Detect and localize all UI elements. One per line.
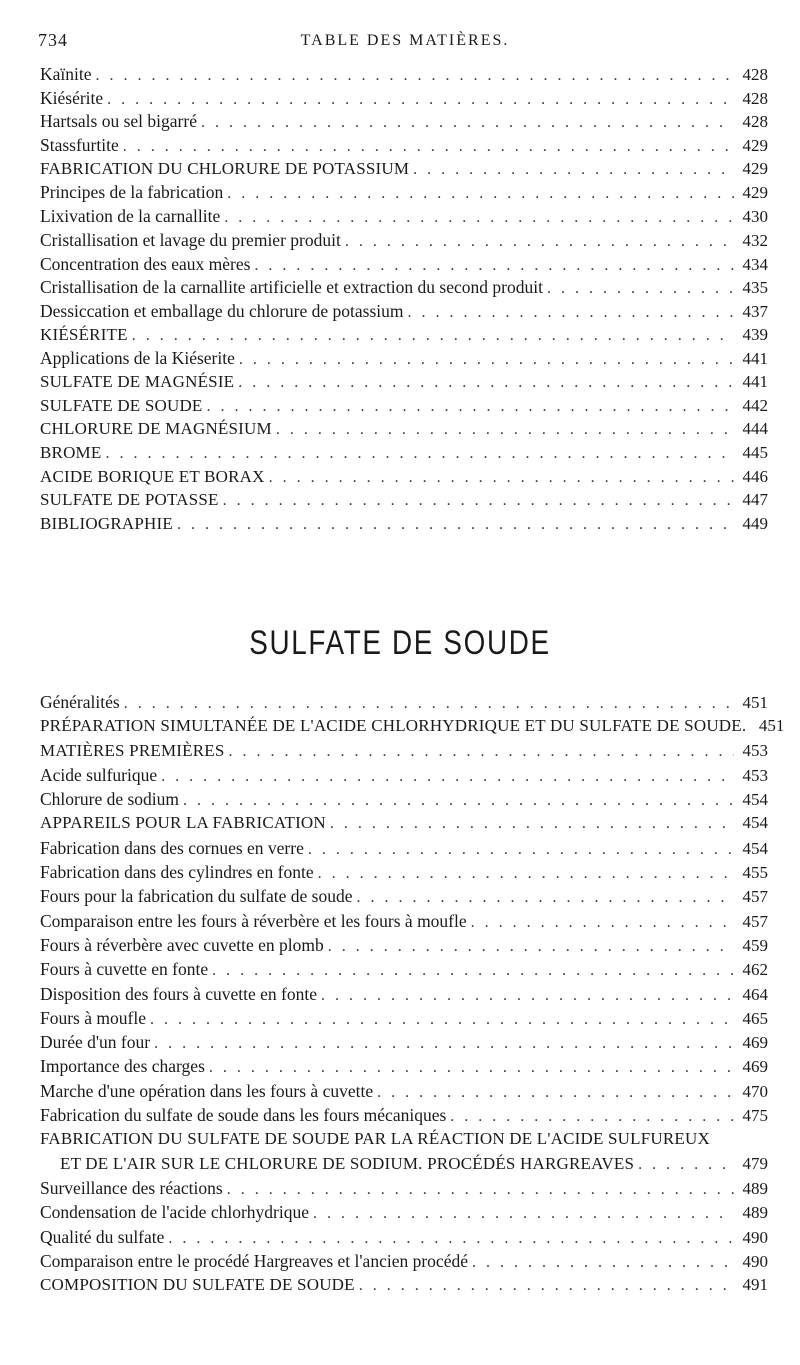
dot-leader (201, 114, 734, 132)
toc-entry (40, 1251, 768, 1275)
dot-leader (107, 91, 734, 109)
toc-entry-page: 451 (742, 693, 768, 712)
page-number: 734 (38, 30, 68, 50)
toc-entry-label: Fours à cuvette en fonte (40, 959, 209, 980)
toc-entry (40, 514, 768, 538)
toc-entry (40, 301, 768, 325)
dot-leader (227, 1181, 734, 1199)
dot-leader (359, 1277, 734, 1295)
dot-leader (330, 815, 734, 833)
toc-entry-page: 432 (742, 230, 768, 250)
toc-entry (40, 230, 768, 254)
dot-leader (239, 351, 734, 369)
dot-leader (228, 743, 734, 761)
dot-leader (308, 841, 734, 859)
toc-entry-label: MATIÈRES PREMIÈRES (40, 740, 225, 760)
toc-entry (40, 277, 768, 301)
toc-entry (40, 372, 768, 396)
page-header (38, 30, 772, 54)
toc-entry (40, 984, 768, 1008)
toc-entry (40, 1056, 768, 1080)
dot-leader (105, 445, 734, 463)
toc-entry-label: Acide sulfurique (40, 764, 158, 785)
toc-entry (40, 1227, 768, 1251)
toc-entry-page: 451 (758, 716, 785, 736)
toc-entry (40, 789, 768, 813)
toc-entry (40, 159, 768, 183)
dot-leader (345, 233, 734, 251)
toc-entry-page: 447 (742, 490, 768, 510)
dot-leader (212, 962, 734, 980)
dot-leader (313, 1205, 734, 1223)
dot-leader (276, 421, 734, 439)
toc-entry-page: 441 (742, 371, 768, 391)
toc-entry-page: 464 (742, 984, 768, 1004)
dot-leader (209, 1059, 734, 1077)
toc-entry-page: 454 (742, 838, 768, 858)
toc-entry-page: 429 (742, 183, 768, 203)
toc-entry-label: SULFATE DE MAGNÉSIE (40, 371, 235, 391)
toc-entry-label: Lixivation de la carnallite (40, 206, 221, 227)
toc-entry-page: 489 (742, 1178, 768, 1198)
section-title: SULFATE DE SOUDE (249, 624, 551, 662)
toc-entry-page: 454 (742, 790, 768, 810)
toc-entry-label: Qualité du sulfate (40, 1226, 165, 1247)
toc-entry (40, 348, 768, 372)
toc-entry-label: Applications de la Kiéserite (40, 348, 235, 369)
toc-entry (40, 1081, 768, 1105)
toc-entry-page: 491 (742, 1275, 768, 1295)
toc-entry-label: Disposition des fours à cuvette en fonte (40, 983, 318, 1004)
toc-entry-page: 490 (742, 1251, 768, 1271)
toc-entry-page: 428 (742, 65, 768, 84)
toc-entry (40, 692, 768, 716)
toc-list-top (40, 64, 768, 538)
toc-entry-label: Kiésérite (40, 87, 104, 108)
toc-entry-label: Cristallisation et lavage du premier produit (40, 229, 341, 250)
dot-leader (638, 1156, 734, 1174)
toc-entry (40, 490, 768, 514)
toc-entry-page: 469 (742, 1057, 768, 1077)
toc-entry (40, 935, 768, 959)
toc-entry-label: Fours pour la fabrication du sulfate de soude (40, 886, 353, 907)
toc-entry-label: Importance des charges (40, 1056, 205, 1077)
toc-entry (40, 765, 768, 789)
toc-entry-label: PRÉPARATION SIMULTANÉE DE L'ACIDE CHLORHYDRIQUE ET DU SULFATE DE SOUDE. (40, 716, 747, 736)
dot-leader (357, 889, 735, 907)
toc-entry-page: 465 (742, 1008, 768, 1028)
toc-entry-page: 459 (742, 935, 768, 955)
toc-entry-page: 457 (742, 887, 768, 907)
toc-entry-label: Comparaison entre les fours à réverbère et les fours à moufle (40, 910, 467, 931)
dot-leader (183, 792, 734, 810)
toc-entry-page: 441 (742, 349, 768, 369)
toc-entry (40, 741, 768, 765)
dot-leader (224, 209, 734, 227)
toc-entry-label: Durée d'un four (40, 1032, 151, 1053)
toc-entry-page: 454 (742, 813, 768, 833)
toc-entry-page: 489 (742, 1203, 768, 1223)
toc-entry-label: CHLORURE DE MAGNÉSIUM (40, 419, 272, 439)
dot-leader (254, 257, 734, 275)
toc-entry-page: 442 (742, 395, 768, 415)
toc-entry (40, 325, 768, 349)
toc-entry-label: Surveillance des réactions (40, 1177, 223, 1198)
toc-entry-label: Fabrication dans des cornues en verre (40, 837, 304, 858)
toc-entry (40, 135, 768, 159)
dot-leader (238, 374, 734, 392)
toc-entry-page: 437 (742, 301, 768, 321)
toc-entry-label: Stassfurtite (40, 135, 119, 156)
toc-entry-page: 445 (742, 443, 768, 462)
toc-entry (40, 1129, 768, 1153)
toc-entry (40, 1154, 768, 1178)
dot-leader (168, 1230, 734, 1248)
toc-entry (40, 396, 768, 420)
toc-entry-label: Kaïnite (40, 64, 92, 84)
dot-leader (269, 469, 734, 487)
dot-leader (154, 1035, 734, 1053)
toc-entry-label: Hartsals ou sel bigarré (40, 111, 197, 132)
toc-entry-page: 469 (742, 1033, 768, 1053)
dot-leader (177, 516, 734, 534)
toc-entry (40, 862, 768, 886)
toc-entry-page: 457 (742, 911, 768, 931)
toc-entry-page: 446 (742, 466, 768, 486)
toc-entry (40, 111, 768, 135)
toc-entry (40, 886, 768, 910)
toc-entry-label: APPAREILS POUR LA FABRICATION (40, 813, 326, 833)
toc-entry (40, 443, 768, 467)
dot-leader (318, 865, 734, 883)
dot-leader (223, 492, 734, 510)
dot-leader (161, 768, 734, 786)
toc-entry (40, 467, 768, 491)
toc-entry (40, 64, 768, 88)
toc-entry-label: Comparaison entre le procédé Hargreaves et l'ancien procédé (40, 1250, 468, 1271)
toc-entry-page: 479 (742, 1153, 768, 1173)
toc-entry-page: 453 (742, 740, 768, 760)
toc-entry (40, 1008, 768, 1032)
dot-leader (450, 1108, 734, 1126)
toc-entry-page: 475 (742, 1106, 768, 1126)
toc-entry-page: 429 (742, 158, 768, 178)
toc-entry-label: BROME (40, 443, 102, 462)
toc-entry-page: 449 (742, 514, 768, 534)
toc-entry-label: ACIDE BORIQUE ET BORAX (40, 466, 265, 486)
toc-entry (40, 1032, 768, 1056)
toc-entry-page: 470 (742, 1081, 768, 1101)
dot-leader (123, 138, 734, 156)
dot-leader (547, 280, 734, 298)
toc-entry-label: Chlorure de sodium (40, 789, 180, 810)
toc-entry-label: Généralités (40, 692, 120, 712)
toc-entry-label: Condensation de l'acide chlorhydrique (40, 1202, 309, 1223)
toc-entry-page: 435 (742, 278, 768, 298)
toc-entry-page: 429 (742, 136, 768, 156)
toc-entry-label: Marche d'une opération dans les fours à cuvette (40, 1080, 374, 1101)
toc-entry (40, 838, 768, 862)
toc-entry (40, 419, 768, 443)
dot-leader (413, 161, 734, 179)
toc-entry (40, 206, 768, 230)
toc-entry-label: Concentration des eaux mères (40, 253, 251, 274)
toc-entry-page: 439 (742, 324, 768, 344)
dot-leader (150, 1011, 734, 1029)
toc-entry-label: Fabrication dans des cylindres en fonte (40, 862, 314, 883)
toc-entry (40, 1178, 768, 1202)
toc-entry (40, 959, 768, 983)
dot-leader (207, 398, 734, 416)
toc-entry-label: Fours à moufle (40, 1007, 146, 1028)
toc-entry (40, 1105, 768, 1129)
toc-entry-page: 490 (742, 1227, 768, 1247)
toc-entry-label: FABRICATION DU SULFATE DE SOUDE PAR LA RÉACTION DE L'ACIDE SULFUREUX (40, 1129, 710, 1149)
toc-entry-label: FABRICATION DU CHLORURE DE POTASSIUM (40, 158, 410, 178)
toc-entry-label: Fours à réverbère avec cuvette en plomb (40, 934, 324, 955)
toc-entry-page: 444 (742, 419, 768, 439)
toc-entry (40, 716, 785, 740)
toc-entry-label: ET DE L'AIR SUR LE CHLORURE DE SODIUM. PROCÉDÉS HARGREAVES (60, 1153, 635, 1173)
toc-list-bottom (40, 692, 785, 1299)
toc-entry (40, 254, 768, 278)
toc-entry-label: COMPOSITION DU SULFATE DE SOUDE (40, 1275, 355, 1295)
toc-entry (40, 182, 768, 206)
toc-entry-page: 462 (742, 960, 768, 980)
dot-leader (471, 914, 734, 932)
toc-entry-page: 430 (742, 207, 768, 227)
toc-entry-label: Principes de la fabrication (40, 182, 224, 203)
toc-entry-label: Cristallisation de la carnallite artificielle et extraction du second produit (40, 277, 543, 298)
toc-entry-label: BIBLIOGRAPHIE (40, 514, 173, 534)
toc-entry (40, 88, 768, 112)
dot-leader (321, 987, 734, 1005)
dot-leader (472, 1254, 734, 1272)
dot-leader (377, 1084, 734, 1102)
toc-entry-label: Fabrication du sulfate de soude dans les fours mécaniques (40, 1105, 447, 1126)
toc-entry-label: SULFATE DE SOUDE (40, 395, 203, 415)
dot-leader (227, 185, 734, 203)
toc-entry (40, 911, 768, 935)
toc-entry (40, 1202, 768, 1226)
toc-entry-page: 453 (742, 765, 768, 785)
dot-leader (124, 695, 734, 713)
toc-entry-page: 428 (742, 88, 768, 108)
toc-entry (40, 813, 768, 837)
dot-leader (328, 938, 734, 956)
toc-entry-label: Dessiccation et emballage du chlorure de potassium (40, 300, 404, 321)
toc-entry-page: 428 (742, 112, 768, 132)
toc-entry-page: 455 (742, 863, 768, 883)
toc-entry-label: SULFATE DE POTASSE (40, 490, 219, 510)
toc-entry-page: 434 (742, 254, 768, 274)
dot-leader (408, 304, 735, 322)
dot-leader (96, 67, 734, 85)
toc-entry-label: KIÉSÉRITE (40, 324, 128, 344)
toc-entry (40, 1275, 768, 1299)
dot-leader (132, 327, 734, 345)
running-title: TABLE DES MATIÈRES. (300, 32, 510, 49)
